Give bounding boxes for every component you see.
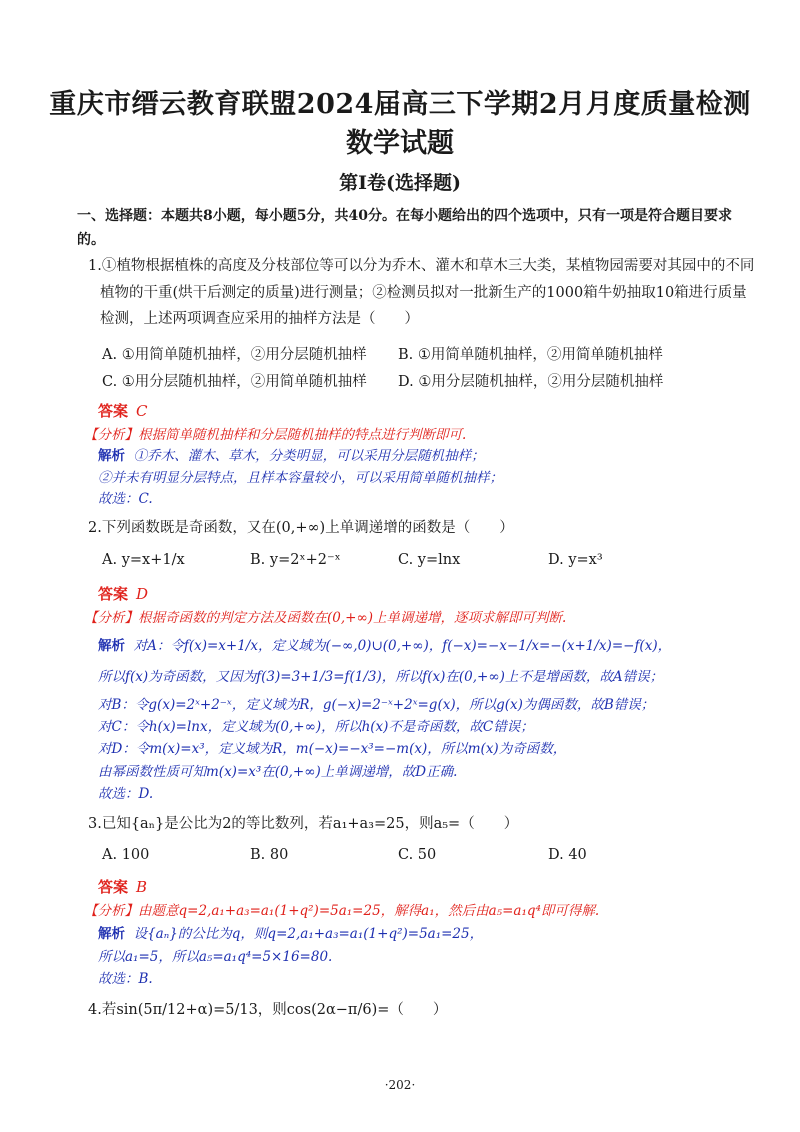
q3-option-b: B. 80 bbox=[250, 847, 289, 863]
q3-solution-line-1 bbox=[98, 922, 483, 942]
q3-solution-label: 解析 bbox=[98, 926, 125, 942]
q1-solution-line-1 bbox=[98, 444, 485, 464]
q2-solution-line-5: 对D：令m(x)=x³，定义域为R，m(−x)=−x³=−m(x)，所以m(x)为奇函数， bbox=[98, 741, 567, 757]
title-line-2: 数学试题 bbox=[346, 128, 454, 159]
q1-solution-line-2: ②并未有明显分层特点，且样本容量较小，可以采用简单随机抽样； bbox=[98, 470, 503, 486]
q3-answer-label: 答案 bbox=[98, 878, 129, 896]
q1-stem-line-1: 1.①植物根据植株的高度及分枝部位等可以分为乔木、灌木和草木三大类，某植物园需要对其园中的不同 bbox=[88, 258, 755, 274]
q2-option-d: D. y=x³ bbox=[548, 552, 603, 568]
q3-answer bbox=[98, 876, 147, 897]
q2-solution-line-2: 所以f(x)为奇函数，又因为f(3)=3+1/3=f(1/3)，所以f(x)在(0,+∞)上不是增函数，故A错误； bbox=[98, 669, 664, 685]
q4-stem: 4.若sin(5π/12+α)=5/13，则cos(2α−π/6)=（ ） bbox=[88, 1002, 448, 1018]
q1-solution-text-1: ①乔木、灌木、草木，分类明显，可以采用分层随机抽样； bbox=[133, 448, 485, 464]
q2-solution-line-7: 故选：D. bbox=[98, 786, 154, 802]
q3-analysis: 【分析】由题意q=2,a₁+a₃=a₁(1+q²)=5a₁=25，解得a₁，然后由a₅=a₁q⁴即可得解. bbox=[84, 903, 600, 919]
q2-solution-line-6: 由幂函数性质可知m(x)=x³在(0,+∞)上单调递增，故D正确. bbox=[98, 764, 458, 780]
q1-option-a: A. ①用简单随机抽样，②用分层随机抽样 bbox=[102, 347, 367, 363]
q1-analysis: 【分析】根据简单随机抽样和分层随机抽样的特点进行判断即可. bbox=[84, 427, 467, 443]
q3-option-c: C. 50 bbox=[398, 847, 437, 863]
q1-answer-label: 答案 bbox=[98, 402, 129, 420]
q2-stem: 2.下列函数既是奇函数，又在(0,+∞)上单调递增的函数是（ ） bbox=[88, 520, 514, 536]
q1-answer-value: C bbox=[136, 402, 148, 420]
q1-option-c: C. ①用分层随机抽样，②用简单随机抽样 bbox=[102, 374, 367, 390]
q3-option-d: D. 40 bbox=[548, 847, 587, 863]
q1-stem-line-2: 植物的干重(烘干后测定的质量)进行测量；②检测员拟对一批新生产的1000箱牛奶抽取10箱进行质量 bbox=[100, 285, 747, 301]
q2-option-c: C. y=lnx bbox=[398, 552, 461, 568]
q1-answer bbox=[98, 400, 148, 421]
q1-solution-label: 解析 bbox=[98, 448, 125, 464]
title-line-1: 重庆市缙云教育联盟2024届高三下学期2月月度质量检测 bbox=[49, 89, 751, 120]
q2-solution-line-4: 对C：令h(x)=lnx，定义域为(0,+∞)，所以h(x)不是奇函数，故C错误； bbox=[98, 719, 534, 735]
q3-solution-line-3: 故选：B. bbox=[98, 971, 153, 987]
q2-analysis: 【分析】根据奇函数的判定方法及函数在(0,+∞)上单调递增，逐项求解即可判断. bbox=[84, 610, 567, 626]
q3-solution-line-2: 所以a₁=5，所以a₅=a₁q⁴=5×16=80. bbox=[98, 949, 333, 965]
q2-solution-line-1 bbox=[98, 634, 671, 654]
q3-solution-text-1: 设{aₙ}的公比为q，则q=2,a₁+a₃=a₁(1+q²)=5a₁=25， bbox=[133, 926, 484, 942]
intro-line-2: 的。 bbox=[77, 232, 105, 248]
q2-answer-value: D bbox=[136, 585, 149, 603]
q2-solution-line-3: 对B：令g(x)=2ˣ+2⁻ˣ，定义域为R，g(−x)=2⁻ˣ+2ˣ=g(x)，所以g(x)为偶函数，故B错误； bbox=[98, 697, 655, 713]
q2-option-b: B. y=2ˣ+2⁻ˣ bbox=[250, 552, 341, 568]
q3-answer-value: B bbox=[136, 878, 148, 896]
q2-option-a: A. y=x+1/x bbox=[102, 552, 185, 568]
q2-solution-label: 解析 bbox=[98, 638, 125, 654]
q1-solution-line-3: 故选：C. bbox=[98, 491, 153, 507]
q1-option-d: D. ①用分层随机抽样，②用分层随机抽样 bbox=[398, 374, 664, 390]
q2-answer bbox=[98, 583, 148, 604]
page-number: ·202· bbox=[384, 1078, 416, 1092]
q2-answer-label: 答案 bbox=[98, 585, 129, 603]
q3-option-a: A. 100 bbox=[102, 847, 150, 863]
q3-stem: 3.已知{aₙ}是公比为2的等比数列，若a₁+a₃=25，则a₅=（ ） bbox=[88, 816, 519, 832]
section-heading: 第Ⅰ卷(选择题) bbox=[339, 172, 461, 194]
q2-solution-text-1: 对A：令f(x)=x+1/x，定义域为(−∞,0)∪(0,+∞)，f(−x)=−x−1/x=−(x+1/x)=−f(x)， bbox=[133, 638, 672, 654]
q1-stem-line-3: 检测，上述两项调查应采用的抽样方法是（ ） bbox=[100, 311, 419, 327]
intro-line-1: 一、选择题：本题共8小题，每小题5分，共40分。在每小题给出的四个选项中，只有一项是符合题目要求 bbox=[77, 208, 732, 224]
q1-option-b: B. ①用简单随机抽样，②用简单随机抽样 bbox=[398, 347, 663, 363]
